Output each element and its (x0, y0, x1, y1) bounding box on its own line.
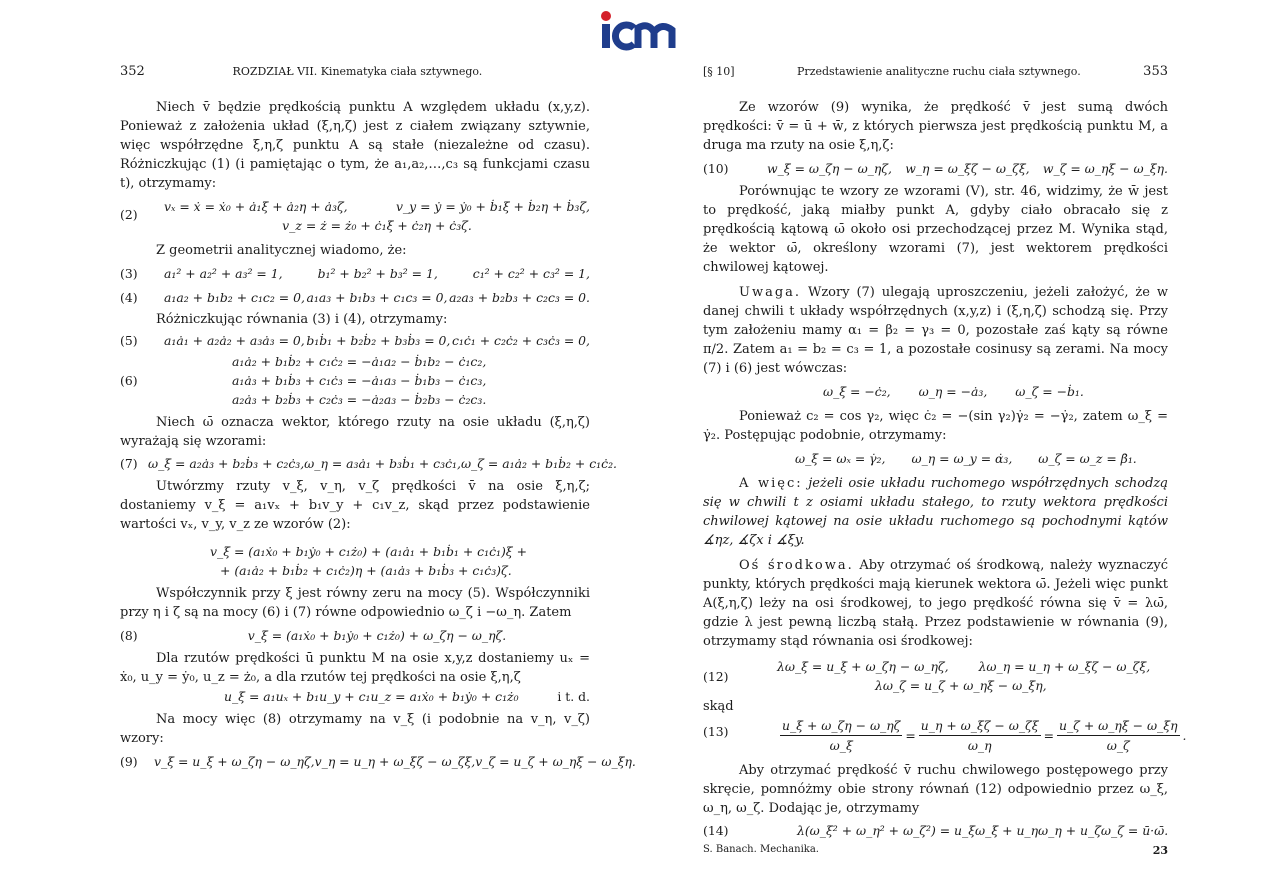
equation-v-xi: v_ξ = (a₁ẋ₀ + b₁ẏ₀ + c₁ż₀) + (a₁ȧ₁ + b₁ḃ₁ + c₁ċ₁)ξ + + (a₁ȧ₂ + b₁ḃ₂ + c₁ċ₂)η + (a₁ȧ₃ + b₁ḃ₃ + c₁ċ₃)ζ. (210, 544, 527, 578)
equation-14: (14) λ(ω_ξ² + ω_η² + ω_ζ²) = u_ξω_ξ + u_ηω_η + u_ζω_ζ = ū·ω̄. (703, 823, 1169, 838)
page-footer (703, 844, 1168, 857)
paragraph: Utwórzmy rzuty v_ξ, v_η, v_ζ prędkości v̄ na osie ξ,η,ζ; dostaniemy v_ξ = a₁vₓ + b₁v_y + c₁v_z, skąd przez podstawienie wartości vₓ, v_y, v_z ze wzorów (2): (120, 479, 590, 532)
chapter-title: ROZDZIAŁ VII. Kinematyka ciała sztywnego. (232, 65, 483, 78)
equation-6: (6) a₁ȧ₂ + b₁ḃ₂ + c₁ċ₂ = −ȧ₁a₂ − ḃ₁b₂ − ċ₁c₂, a₁ȧ₃ + b₁ḃ₃ + c₁ċ₃ = −ȧ₁a₃ − ḃ₁b₃ − ċ₁c₃, a₂ȧ₃ + b₂ḃ₃ + c₂ċ₃ = −ȧ₂a₃ − ḃ₂b₃ − ċ₂c₃. (120, 354, 487, 407)
paragraph: Ponieważ c₂ = cos γ₂, więc ċ₂ = −(sin γ₂)γ̇₂ = −γ̇₂, zatem ω_ξ = γ̇₂. Postępując podobnie, otrzymamy: (703, 409, 1168, 443)
equation-omega: ω_ξ = −ċ₂, ω_η = −ȧ₃, ω_ζ = −ḃ₁. (823, 384, 1084, 399)
page-number: 352 (120, 64, 145, 79)
left-page (120, 64, 636, 771)
paragraph: Porównując te wzory ze wzorami (V), str. 46, widzimy, że w̄ jest to prędkość, jaką miałby punkt A, gdyby ciało obracało się z prędkością kątową ω̄ około osi przechodzącej przez M. Wynika stąd, że wektor ω̄, określony wzorami (7), jest wektorem prędkości chwilowej kątowej. (703, 184, 1168, 275)
paragraph: Niech v̄ będzie prędkością punktu A względem układu (x,y,z). Ponieważ z założenia układ (ξ,η,ζ) jest z ciałem związany sztywnie, więc współrzędne ξ,η,ζ punktu A są stałe (niezależne od czasu). Różniczkując (1) (i pamiętając o tym, że a₁,a₂,…,c₃ są funkcjami czasu t), otrzymamy: (120, 100, 590, 191)
central-axis-paragraph: Oś środkowa. Aby otrzymać oś środkową, należy wyznaczyć punkty, których prędkości mają kierunek wektora ω̄. Jeżeli więc punkt A(ξ,η,ζ) leży na osi środkowej, to jego prędkość równa się v̄ = λω̄, gdzie λ jest pewną liczbą stałą. Przez podstawienie w równania (9), otrzymamy stąd równania osi środkowej: (703, 558, 1168, 649)
central-axis-label: Oś środkowa. (739, 558, 854, 573)
remark-label: Uwaga. (739, 285, 802, 300)
paragraph: Współczynnik przy ξ jest równy zeru na mocy (5). Współczynniki przy η i ζ są na mocy (6) i (7) równe odpowiednio ω_ζ i −ω_η. Zatem (120, 586, 590, 620)
section-marker: [§ 10] (703, 65, 735, 78)
paragraph: Na mocy więc (8) otrzymamy na v_ξ (i podobnie na v_η, v_ζ) wzory: (120, 712, 590, 746)
equation-4: (4) a₁a₂ + b₁b₂ + c₁c₂ = 0, a₁a₃ + b₁b₃ + c₁c₃ = 0, a₂a₃ + b₂b₃ + c₂c₃ = 0. (120, 290, 590, 305)
page-header (120, 64, 590, 82)
remark-paragraph: Uwaga. Wzory (7) ulegają uproszczeniu, jeżeli założyć, że w danej chwili t układy współrzędnych (x,y,z) i (ξ,η,ζ) schodzą się. Przy tym założeniu mamy α₁ = β₂ = γ₃ = 0, pozostałe zaś kąty są równe π/2. Zatem a₁ = b₂ = c₃ = 1, a pozostałe cosinusy są zerami. Na mocy (7) i (6) jest wówczas: (703, 285, 1168, 376)
running-title: Przedstawienie analityczne ruchu ciała sztywnego. (797, 65, 1081, 78)
book-signature: S. Banach. Mechanika. (703, 844, 819, 855)
equation-13: (13) $\frac{u\_\xi + \omega\_\zeta\eta - \omega\_\eta\zeta}{\omega\_\xi}$ = $\frac{u\_\eta + \omega\_\xi\zeta - \omega\_\zeta\xi}{\omega\_\eta}$ = $\frac{u\_\zeta + \omega\_\eta\xi - \omega\_\xi\eta}{\omega\_\zeta}$ . (703, 718, 1187, 753)
signature-number: 23 (1152, 844, 1168, 857)
equation-3: (3) a₁² + a₂² + a₃² = 1, b₁² + b₂² + b₃² = 1, c₁² + c₂² + c₃² = 1, (120, 266, 590, 281)
paragraph: Z geometrii analitycznej wiadomo, że: (156, 243, 407, 258)
equation-10: (10) w_ξ = ω_ζη − ω_ηζ, w_η = ω_ξζ − ω_ζξ, w_ζ = ω_ηξ − ω_ξη. (703, 161, 1168, 176)
theorem-paragraph: A więc: jeżeli osie układu ruchomego współrzędnych schodzą się w chwili t z osiami układu stałego, to rzuty wektora prędkości chwilowej kątowej na osie układu ruchomego są pochodnymi kątów ∡ηz, ∡ζx i ∡ξy. (703, 476, 1169, 548)
paragraph: Dla rzutów prędkości ū punktu M na osie x,y,z dostaniemy uₓ = ẋ₀, u_y = ẏ₀, u_z = ż₀, a dla rzutów tej prędkości na osie ξ,η,ζ (120, 651, 590, 685)
paragraph: Różniczkując równania (3) i (4), otrzymamy: (156, 312, 448, 327)
right-page (703, 64, 1187, 857)
equation-omega-xyz: ω_ξ = ωₓ = γ̇₂, ω_η = ω_y = α̇₃, ω_ζ = ω_z = β̇₁. (795, 451, 1137, 466)
icm-logo (600, 10, 676, 54)
paragraph: Aby otrzymać prędkość v̄ ruchu chwilowego postępowego przy skręcie, pomnóżmy obie strony równań (12) odpowiednio przez ω_ξ, ω_η, ω_ζ. Dodając je, otrzymamy (703, 763, 1168, 816)
equation-5: (5) a₁ȧ₁ + a₂ȧ₂ + a₃ȧ₃ = 0, b₁ḃ₁ + b₂ḃ₂ + b₃ḃ₃ = 0, c₁ċ₁ + c₂ċ₂ + c₃ċ₃ = 0, (120, 333, 590, 348)
paragraph: Ze wzorów (9) wynika, że prędkość v̄ jest sumą dwóch prędkości: v̄ = ū + w̄, z których pierwsza jest prędkością punktu M, a druga ma rzuty na osie ξ,η,ζ: (703, 100, 1168, 153)
equation-2: (2) vₓ = ẋ = ẋ₀ + ȧ₁ξ + ȧ₂η + ȧ₃ζ, v_y = ẏ = ẏ₀ + ḃ₁ξ + ḃ₂η + ḃ₃ζ, v_z = ż = ż₀ + ċ₁ξ + ċ₂η + ċ₃ζ. (120, 199, 590, 233)
page-header (703, 64, 1168, 82)
equation-7: (7) ω_ξ = a₂ȧ₃ + b₂ḃ₃ + c₂ċ₃, ω_η = a₃ȧ₁ + b₃ḃ₁ + c₃ċ₁, ω_ζ = a₁ȧ₂ + b₁ḃ₂ + c₁ċ₂. (120, 456, 617, 471)
equation-8: (8) v_ξ = (a₁ẋ₀ + b₁ẏ₀ + c₁ż₀) + ω_ζη − ω_ηζ. (120, 628, 507, 643)
paragraph: skąd (703, 699, 734, 714)
equation-9: (9) v_ξ = u_ξ + ω_ζη − ω_ηζ, v_η = u_η + ω_ξζ − ω_ζξ, v_ζ = u_ζ + ω_ηξ − ω_ξη. (120, 754, 636, 769)
equation-u-xi: u_ξ = a₁uₓ + b₁u_y + c₁u_z = a₁ẋ₀ + b₁ẏ₀ + c₁ż₀ i t. d. (224, 689, 590, 704)
equation-12: (12) λω_ξ = u_ξ + ω_ζη − ω_ηζ, λω_η = u_η + ω_ξζ − ω_ζξ, λω_ζ = u_ζ + ω_ηξ − ω_ξη, (703, 659, 1151, 693)
page-number: 353 (1143, 64, 1168, 79)
paragraph: Niech ω̄ oznacza wektor, którego rzuty na osie układu (ξ,η,ζ) wyrażają się wzorami: (120, 415, 590, 449)
